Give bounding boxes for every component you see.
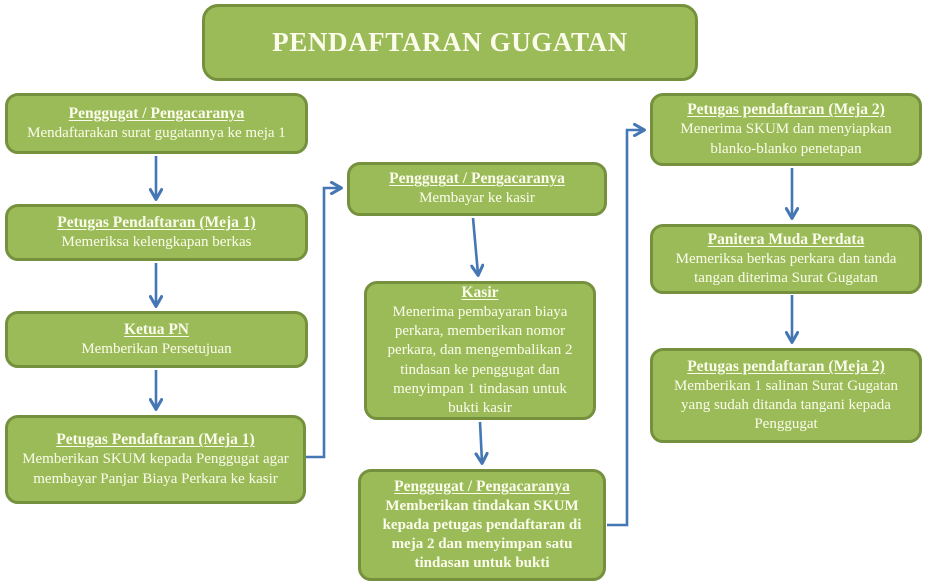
node-body: Memberikan SKUM kepada Penggugat agar membayar Panjar Biaya Perkara ke kasir <box>22 451 289 487</box>
node-heading: Panitera Muda Perdata <box>707 230 865 248</box>
node-body: Menerima pembayaran biaya perkara, memberikan nomor perkara, dan mengembalikan 2 tindasan ke penggugat dan menyimpan 1 tindasan untuk bukti kasir <box>387 304 573 416</box>
diagram-title-box <box>202 4 698 81</box>
arrow-l4-to-m1 <box>306 188 340 457</box>
node-heading: Kasir <box>461 283 499 301</box>
node-heading: Penggugat / Pengacaranya <box>394 477 570 495</box>
arrow-m3-to-r1 <box>607 130 643 525</box>
node-heading: Penggugat / Pengacaranya <box>389 170 565 188</box>
diagram-title: PENDAFTARAN GUGATAN <box>272 27 628 57</box>
arrow-m2-to-m3 <box>480 422 482 462</box>
node-body: Memberikan 1 salinan Surat Gugatan yang sudah ditanda tangani kepada Penggugat <box>673 377 899 433</box>
node-petugas-meja2-menerima <box>650 93 922 166</box>
node-heading: Petugas pendaftaran (Meja 2) <box>687 357 885 375</box>
node-body: Memeriksa kelengkapan berkas <box>61 233 252 250</box>
node-heading: Petugas Pendaftaran (Meja 1) <box>56 431 255 449</box>
node-ketua-pn <box>5 311 308 368</box>
node-heading: Petugas pendaftaran (Meja 2) <box>687 101 885 119</box>
node-panitera-muda-perdata <box>650 224 922 294</box>
node-penggugat-tindasan <box>358 469 606 581</box>
node-body: Mendaftarakan surat gugatannya ke meja 1 <box>27 124 286 141</box>
node-kasir <box>364 281 596 420</box>
node-petugas-meja1-skum <box>5 415 306 504</box>
node-body: Memberikan tindakan SKUM kepada petugas pendaftaran di meja 2 dan menyimpan satu tindasan untuk bukti <box>382 497 582 572</box>
node-heading: Penggugat / Pengacaranya <box>68 104 245 122</box>
node-body: Membayar ke kasir <box>419 190 535 207</box>
node-heading: Petugas Pendaftaran (Meja 1) <box>57 213 256 231</box>
node-penggugat-mendaftar <box>5 93 308 154</box>
node-body: Memberikan Persetujuan <box>81 340 232 357</box>
node-penggugat-membayar <box>347 162 607 216</box>
node-body: Menerima SKUM dan menyiapkan blanko-blanko penetapan <box>680 121 892 157</box>
node-petugas-meja2-salinan <box>650 348 922 443</box>
node-petugas-meja1-memeriksa <box>5 204 308 261</box>
node-heading: Ketua PN <box>123 320 189 338</box>
arrow-m1-to-m2 <box>473 218 478 274</box>
node-body: Memeriksa berkas perkara dan tanda tangan diterima Surat Gugatan <box>675 250 897 287</box>
